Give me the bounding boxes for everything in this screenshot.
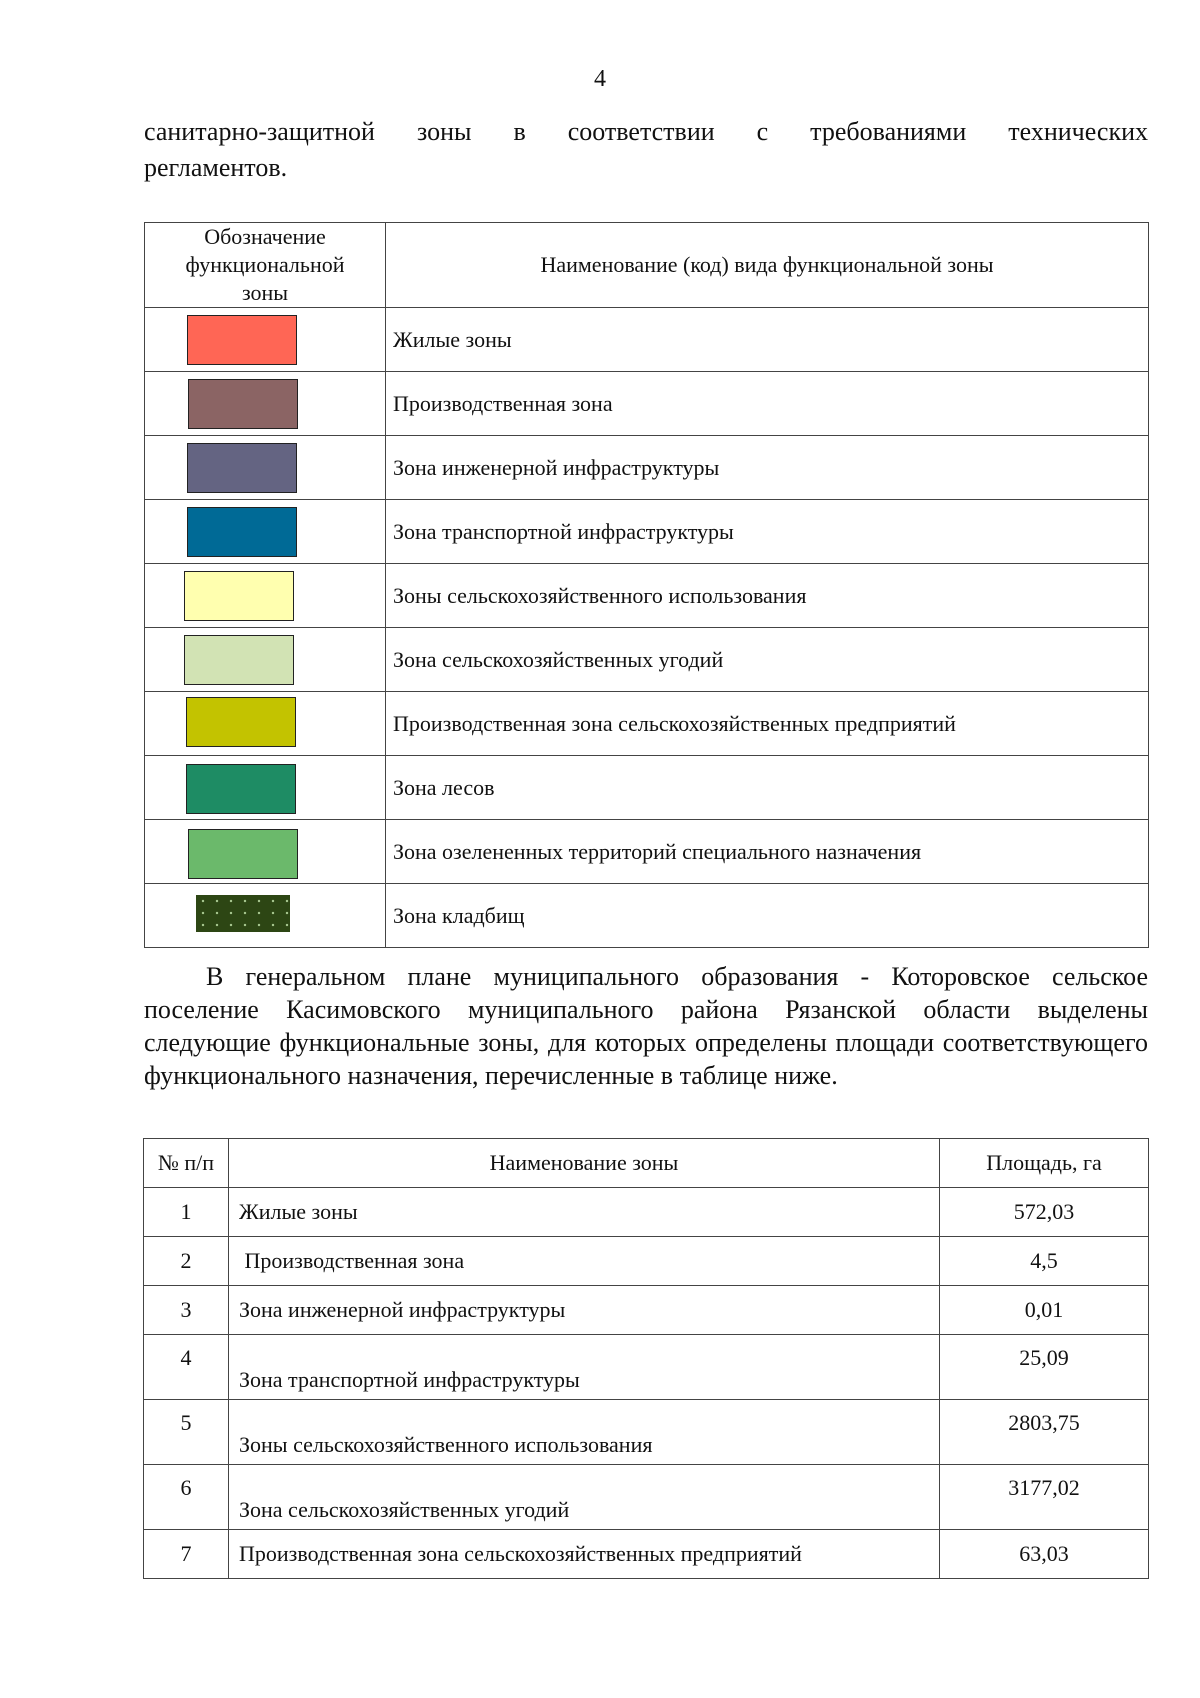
- legend-row: [145, 308, 1149, 372]
- legend-header-symbol-text: Обозначение функциональной зоны: [185, 224, 345, 305]
- legend-zone-name: Зона сельскохозяйственных угодий: [386, 628, 1149, 692]
- legend-symbol-cell: [145, 628, 386, 692]
- legend-row: [145, 372, 1149, 436]
- body-paragraph: [144, 960, 1148, 1092]
- area-header-area: Площадь, га: [940, 1139, 1149, 1188]
- zone-color-swatch: [187, 507, 297, 557]
- row-zone-name: Зона инженерной инфраструктуры: [229, 1286, 940, 1335]
- legend-symbol-cell: [145, 500, 386, 564]
- area-header-row: [144, 1139, 1149, 1188]
- row-area: 63,03: [940, 1530, 1149, 1579]
- legend-symbol-cell: [145, 564, 386, 628]
- zone-color-swatch: [187, 315, 297, 365]
- zone-color-swatch: [188, 829, 298, 879]
- legend-header-name: Наименование (код) вида функциональной зоны: [386, 223, 1149, 308]
- zone-color-swatch: [184, 571, 294, 621]
- zone-color-swatch: [187, 443, 297, 493]
- legend-row: [145, 500, 1149, 564]
- intro-text: [144, 114, 1148, 186]
- row-area: 25,09: [940, 1335, 1149, 1400]
- row-area: 4,5: [940, 1237, 1149, 1286]
- row-number: 6: [144, 1465, 229, 1530]
- row-zone-name: Зона сельскохозяйственных угодий: [229, 1465, 940, 1530]
- page-number: 4: [594, 66, 606, 92]
- legend-zone-name: Зона инженерной инфраструктуры: [386, 436, 1149, 500]
- legend-symbol-cell: [145, 756, 386, 820]
- intro-line-1: санитарно-защитной зоны в соответствии с требованиями технических: [144, 117, 1148, 146]
- zone-color-swatch: [186, 697, 296, 747]
- legend-symbol-cell: [145, 884, 386, 948]
- legend-table: [144, 222, 1149, 948]
- legend-row: [145, 564, 1149, 628]
- row-number: 3: [144, 1286, 229, 1335]
- legend-header-row: [145, 223, 1149, 308]
- body-paragraph-text: В генеральном плане муниципального образования - Которовское сельское поселение Касимовского муниципального района Рязанской области выделены следующие функциональные зоны, для которых определены площади соответствующего функционального назначения, перечисленные в таблице ниже.: [144, 962, 1148, 1090]
- zone-color-swatch: [188, 379, 298, 429]
- legend-zone-name: Жилые зоны: [386, 308, 1149, 372]
- legend-row: [145, 756, 1149, 820]
- row-zone-name: Зона транспортной инфраструктуры: [229, 1335, 940, 1400]
- legend-zone-name: Зоны сельскохозяйственного использования: [386, 564, 1149, 628]
- table-row: [144, 1286, 1149, 1335]
- legend-symbol-cell: [145, 436, 386, 500]
- table-row: [144, 1237, 1149, 1286]
- intro-line-2: регламентов.: [144, 153, 288, 182]
- row-zone-name: Производственная зона: [229, 1237, 940, 1286]
- legend-zone-name: Зона озелененных территорий специального назначения: [386, 820, 1149, 884]
- legend-row: [145, 820, 1149, 884]
- row-area: 572,03: [940, 1188, 1149, 1237]
- legend-symbol-cell: [145, 308, 386, 372]
- table-row: [144, 1335, 1149, 1400]
- row-area: 0,01: [940, 1286, 1149, 1335]
- row-number: 2: [144, 1237, 229, 1286]
- legend-symbol-cell: [145, 372, 386, 436]
- row-number: 5: [144, 1400, 229, 1465]
- table-row: [144, 1400, 1149, 1465]
- row-zone-name: Жилые зоны: [229, 1188, 940, 1237]
- area-header-num: № п/п: [144, 1139, 229, 1188]
- row-zone-name: Производственная зона сельскохозяйственных предприятий: [229, 1530, 940, 1579]
- area-table: [143, 1138, 1149, 1579]
- row-number: 4: [144, 1335, 229, 1400]
- legend-row: [145, 436, 1149, 500]
- table-row: [144, 1465, 1149, 1530]
- cemetery-pattern-swatch: [196, 895, 290, 932]
- legend-zone-name: Зона кладбищ: [386, 884, 1149, 948]
- legend-symbol-cell: [145, 820, 386, 884]
- legend-row: [145, 692, 1149, 756]
- legend-zone-name: Зона лесов: [386, 756, 1149, 820]
- zone-color-swatch: [184, 635, 294, 685]
- legend-zone-name: Зона транспортной инфраструктуры: [386, 500, 1149, 564]
- area-header-name: Наименование зоны: [229, 1139, 940, 1188]
- zone-color-swatch: [186, 764, 296, 814]
- row-number: 7: [144, 1530, 229, 1579]
- legend-symbol-cell: [145, 692, 386, 756]
- legend-row: [145, 884, 1149, 948]
- legend-header-symbol: [145, 223, 386, 308]
- table-row: [144, 1188, 1149, 1237]
- row-area: 3177,02: [940, 1465, 1149, 1530]
- table-row: [144, 1530, 1149, 1579]
- legend-zone-name: Производственная зона: [386, 372, 1149, 436]
- row-number: 1: [144, 1188, 229, 1237]
- legend-row: [145, 628, 1149, 692]
- row-zone-name: Зоны сельскохозяйственного использования: [229, 1400, 940, 1465]
- row-area: 2803,75: [940, 1400, 1149, 1465]
- legend-zone-name: Производственная зона сельскохозяйственных предприятий: [386, 692, 1149, 756]
